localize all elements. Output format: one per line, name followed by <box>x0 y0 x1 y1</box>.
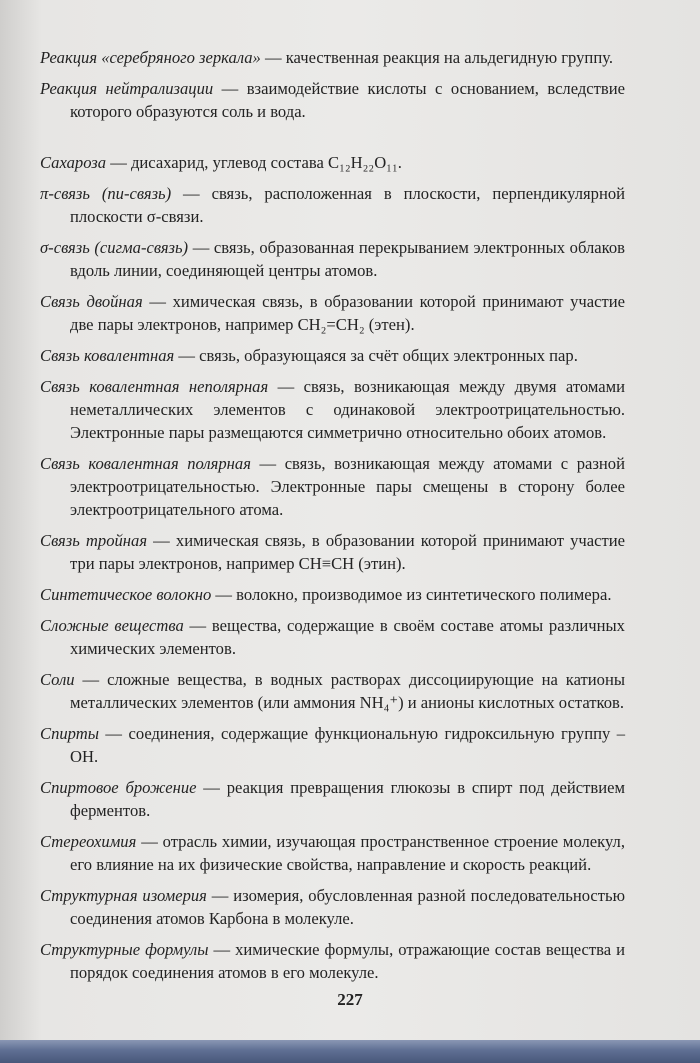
entry-definition: — вещества, содержащие в своём составе атомы различных химических элементов. <box>70 616 625 658</box>
entry-definition: — связь, образованная перекрыванием электронных облаков вдоль линии, соединяющей центры атомов. <box>70 238 625 280</box>
entry-definition: — соединения, содержащие функциональную гидроксильную группу –OH. <box>70 724 625 766</box>
entry-definition: — взаимодействие кислоты с основанием, вследствие которого образуются соль и вода. <box>70 79 625 121</box>
glossary-entry <box>40 830 625 876</box>
glossary-entry <box>40 344 625 367</box>
entry-term: Реакция «серебряного зеркала» <box>40 48 261 67</box>
entry-definition: — связь, возникающая между атомами с разной электроотрицательностью. Электронные пары смещены в сторону более электроотрицательного атома. <box>70 454 625 519</box>
glossary-entry <box>40 884 625 930</box>
entry-definition: — химические формулы, отражающие состав вещества и порядок соединения атомов в его молекуле. <box>70 940 625 982</box>
entry-term: Синтетическое волокно <box>40 585 212 604</box>
entry-definition: — отрасль химии, изучающая пространственное строение молекул, его влияние на их физические свойства, направление и скорость реакций. <box>70 832 625 874</box>
entry-definition: — реакция превращения глюкозы в спирт под действием ферментов. <box>70 778 625 820</box>
entry-term: Связь ковалентная <box>40 346 175 365</box>
entry-term: Стереохимия <box>40 832 137 851</box>
entry-definition: — связь, образующаяся за счёт общих электронных пар. <box>174 346 578 365</box>
entry-term: Связь двойная <box>40 292 143 311</box>
entry-term: Связь тройная <box>40 531 148 550</box>
entry-term: Структурная изомерия <box>40 886 207 905</box>
entry-term: Структурные формулы <box>40 940 209 959</box>
glossary-entry <box>40 375 625 444</box>
glossary-entry <box>40 452 625 521</box>
glossary-entry <box>40 182 625 228</box>
glossary-entry <box>40 46 625 69</box>
entry-term: Спирты <box>40 724 99 743</box>
entry-term: Сахароза <box>40 153 107 172</box>
glossary-entry <box>40 776 625 822</box>
entry-definition: — связь, расположенная в плоскости, перпендикулярной плоскости σ-связи. <box>70 184 625 226</box>
entry-term: Связь ковалентная полярная <box>40 454 251 473</box>
glossary-entry <box>40 529 625 575</box>
glossary-entry <box>40 722 625 768</box>
glossary-entry <box>40 236 625 282</box>
glossary-entry <box>40 583 625 606</box>
entry-term: Связь ковалентная неполярная <box>40 377 269 396</box>
glossary-entry <box>40 151 625 174</box>
scan-bottom-edge <box>0 1040 700 1063</box>
glossary-entry <box>40 938 625 984</box>
entry-definition: — волокно, производимое из синтетического полимера. <box>211 585 612 604</box>
entry-term: π-связь (пи-связь) <box>40 184 172 203</box>
entry-definition: — связь, возникающая между двумя атомами неметаллических элементов с одинаковой электроотрицательностью. Электронные пары размещаются симметрично относительно обоих атомов. <box>70 377 626 442</box>
glossary-entry <box>40 668 625 714</box>
entry-definition: — сложные вещества, в водных растворах диссоциирующие на катионы металлических элементов (или аммония NH₄⁺) и анионы кислотных остатков. <box>70 670 625 712</box>
page-number: 227 <box>337 990 363 1009</box>
entry-term: Сложные вещества <box>40 616 184 635</box>
entry-term: Реакция нейтрализации <box>40 79 214 98</box>
entry-term: Соли <box>40 670 75 689</box>
entry-definition: — химическая связь, в образовании которой принимают участие две пары электронов, например CH₂=CH₂ (этен). <box>70 292 626 334</box>
entry-definition: — дисахарид, углевод состава C₁₂H₂₂O₁₁. <box>106 153 402 172</box>
glossary-entry <box>40 614 625 660</box>
glossary-content <box>40 46 625 992</box>
glossary-entry <box>40 290 625 336</box>
entry-definition: — химическая связь, в образовании которой принимают участие три пары электронов, например CH≡CH (этин). <box>70 531 625 573</box>
entry-definition: — изомерия, обусловленная разной последовательностью соединения атомов Карбона в молекуле. <box>70 886 625 928</box>
glossary-entry <box>40 77 625 123</box>
entry-term: σ-связь (сигма-связь) <box>40 238 189 257</box>
entry-definition: — качественная реакция на альдегидную группу. <box>260 48 613 67</box>
entry-term: Спиртовое брожение <box>40 778 197 797</box>
